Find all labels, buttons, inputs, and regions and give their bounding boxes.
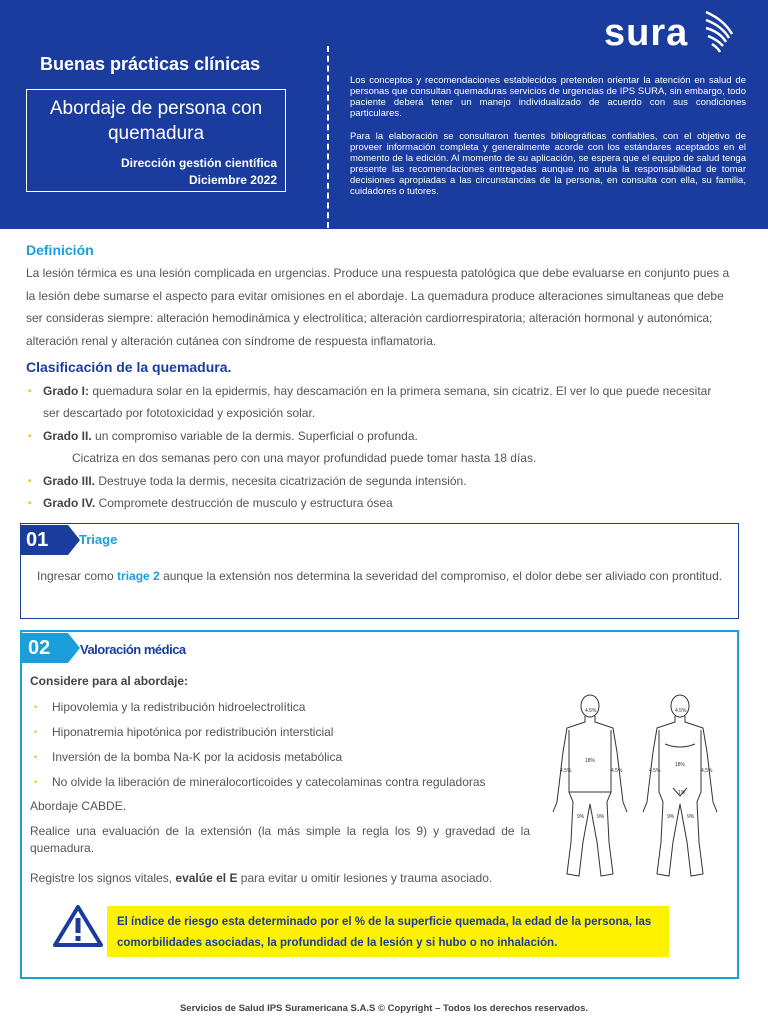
risk-warning xyxy=(52,904,672,958)
definition-heading: Definición xyxy=(26,242,94,258)
left-arm-back-label: 4.5% xyxy=(560,768,572,774)
right-arm-back-label: 4.5% xyxy=(611,768,623,774)
bullet-icon: • xyxy=(28,498,32,509)
extension-text: Realice una evaluación de la extensión (la más simple la regla los 9) y gravedad de la quemadura. xyxy=(30,824,530,855)
triage-level: triage 2 xyxy=(117,569,160,583)
footer-copyright: Servicios de Salud IPS Suramericana S.A.S © Copyright – Todos los derechos reservados. xyxy=(179,1003,589,1014)
publication-date: Diciembre 2022 xyxy=(188,173,277,187)
intro-paragraph-2: Para la elaboración se consultaron fuentes bibliográficas confiables, con el objetivo de proveer información completa y generalmente acorde con los estándares aceptados en el momento de la edición. Al momento de su aplicación, se espera que el equipo de salud tenga presente las recomendaciones entregadas aunque no anula la responsabilidad de tomar decisiones apropiadas a las circunstancias de la persona, en consulta con ella, su familia, cuidadores o tutores. xyxy=(350,131,746,197)
bullet-icon: • xyxy=(28,476,32,487)
classification-heading: Clasificación de la quemadura. xyxy=(26,359,232,375)
grade-2-label: Grado II. xyxy=(43,429,92,443)
sura-wing-icon xyxy=(702,10,736,58)
valoracion-bullet-4: No olvide la liberación de mineralocorticoides y catecolaminas contra reguladoras xyxy=(52,775,486,789)
vitals-text-start: Registre los signos vitales, xyxy=(30,871,176,885)
grade-1-continuation: ser descartado por fototoxicidad y exposición solar. xyxy=(43,406,316,420)
triage-text xyxy=(37,565,727,588)
grade-2-item xyxy=(43,425,418,447)
head-back-label: 4.5% xyxy=(585,708,597,714)
intro-paragraph-1: Los conceptos y recomendaciones establecidos pretenden orientar la atención en salud de personas que consultan quemaduras servicios de urgencias de IPS SURA, sin embargo, todo paciente deberá tener un manejo individualizado de acuerdo con sus condiciones particulares. xyxy=(350,75,746,119)
genitals-label: 1% xyxy=(678,790,686,796)
grade-4-label: Grado IV. xyxy=(43,496,96,510)
valoracion-bullet-1: Hipovolemia y la redistribución hidroelectrolítica xyxy=(52,700,306,714)
department: Dirección gestión científica xyxy=(120,156,277,170)
document-title: Abordaje de persona con quemadura xyxy=(49,98,263,144)
vitals-text xyxy=(30,871,492,885)
grade-2-continuation: Cicatriza en dos semanas pero con una mayor profundidad puede tomar hasta 18 días. xyxy=(72,451,537,465)
bullet-icon: • xyxy=(34,752,38,762)
grade-3-text: Destruye toda la dermis, necesita cicatrización de segunda intensión. xyxy=(95,474,467,488)
grade-1-label: Grado I: xyxy=(43,384,90,398)
logo-wordmark: sura xyxy=(604,12,689,54)
warning-box xyxy=(107,906,669,957)
bullet-icon: • xyxy=(34,777,38,787)
header-divider xyxy=(327,46,329,228)
rule-of-nines-figure xyxy=(545,692,730,887)
sura-logo xyxy=(604,10,744,60)
grade-3-label: Grado III. xyxy=(43,474,96,488)
left-leg-front-label: 9% xyxy=(667,814,675,820)
right-arm-front-label: 4.5% xyxy=(701,768,713,774)
bullet-icon: • xyxy=(34,727,38,737)
title-box xyxy=(26,89,286,192)
grade-2-text: un compromiso variable de la dermis. Superficial o profunda. xyxy=(91,429,418,443)
definition-text: La lesión térmica es una lesión complicada en urgencias. Produce una respuesta patológica que debe evaluarse en conjunto pues a la lesión debe sumarse el aspecto para evitar omisiones en el abordaje. La quemadura produce alteraciones simultaneas que debe ser consideras siempre: alteración hemodinámica y electrolítica; alteración cardiorrespiratoria; alteración hormonal y autonómica; alteración renal y alteración cutánea con síndrome de respuesta inflamatoria. xyxy=(26,266,730,348)
abordaje-text: Abordaje CABDE. xyxy=(30,799,127,813)
right-leg-front-label: 9% xyxy=(687,814,695,820)
head-front-label: 4.5% xyxy=(675,708,687,714)
valoracion-bullet-2: Hiponatremia hipotónica por redistribución intersticial xyxy=(52,725,334,739)
warning-text: El índice de riesgo esta determinado por el % de la superficie quemada, la edad de la persona, las comorbilidades asociadas, la profundidad de la lesión y si hubo o no inhalación. xyxy=(117,916,652,949)
grade-4-item xyxy=(43,492,393,514)
triage-text-start: Ingresar como xyxy=(37,569,118,583)
vitals-text-bold: evalúe el E xyxy=(175,871,238,885)
grade-4-text: Compromete destrucción de musculo y estructura ósea xyxy=(95,496,393,510)
grade-3-item xyxy=(43,470,467,492)
triage-number: 01 xyxy=(20,525,68,555)
consider-heading: Considere para al abordaje: xyxy=(30,674,189,688)
series-title: Buenas prácticas clínicas xyxy=(40,54,261,74)
warning-icon xyxy=(52,904,104,948)
grade-1-item xyxy=(43,380,711,402)
header-banner xyxy=(0,0,768,229)
bullet-icon: • xyxy=(28,386,32,397)
bullet-icon: • xyxy=(34,702,38,712)
triage-text-end: aunque la extensión nos determina la severidad del compromiso, el dolor debe ser aliviado con prontitud. xyxy=(159,569,723,583)
triage-label: Triage xyxy=(79,532,118,547)
valoracion-number: 02 xyxy=(22,633,68,663)
valoracion-bullet-3: Inversión de la bomba Na-K por la acidosis metabólica xyxy=(52,750,343,764)
left-leg-back-label: 9% xyxy=(577,814,585,820)
left-arm-front-label: 4.5% xyxy=(649,768,661,774)
bullet-icon: • xyxy=(28,431,32,442)
grade-1-text: quemadura solar en la epidermis, hay descamación en la primera semana, sin cicatriz. El ver lo que puede necesitar xyxy=(89,384,712,398)
trunk-back-label: 18% xyxy=(585,758,596,764)
trunk-front-label: 18% xyxy=(675,762,686,768)
valoracion-label: Valoración médica xyxy=(80,642,186,657)
vitals-text-end: para evitar u omitir lesiones y trauma asociado. xyxy=(237,871,493,885)
right-leg-back-label: 9% xyxy=(597,814,605,820)
